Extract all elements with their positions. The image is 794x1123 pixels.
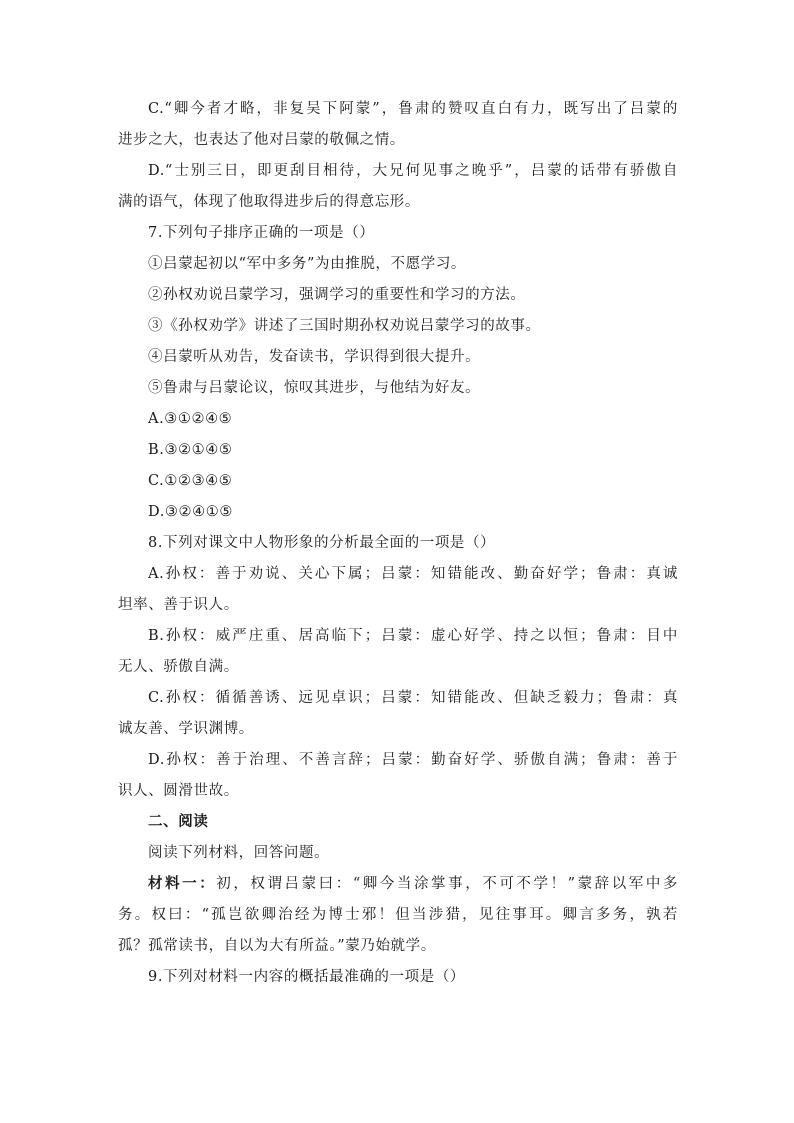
q7-item-2: ②孙权劝说吕蒙学习，强调学习的重要性和学习的方法。 [148, 287, 526, 303]
q7-option-c: C.①②③④⑤ [148, 473, 233, 489]
q8-option-a-line2: 坦率、善于识人。 [118, 597, 239, 613]
q7-option-a: A.③①②④⑤ [148, 411, 233, 427]
q6-option-d-line2: 满的语气，体现了他取得进步后的得意忘形。 [118, 194, 420, 210]
q6-option-c-line2: 进步之大，也表达了他对吕蒙的敬佩之情。 [118, 132, 405, 148]
q8-option-d-line1: D.孙权：善于治理、不善言辞；吕蒙：勤奋好学、骄傲自满；鲁肃：善于 [148, 752, 678, 768]
material1-line2: 务。权曰：“孤岂欲卿治经为博士邪！但当涉猎，见往事耳。卿言多务，孰若 [118, 907, 678, 923]
q9-stem: 9.下列对材料一内容的概括最准确的一项是（） [148, 969, 466, 985]
material1-line1-text: 初，权谓吕蒙曰：“卿今当涂掌事，不可不学！”蒙辞以军中多 [216, 876, 678, 892]
q7-item-3: ③《孙权劝学》讲述了三国时期孙权劝说吕蒙学习的故事。 [148, 318, 541, 334]
q7-option-b: B.③②①④⑤ [148, 442, 233, 458]
q8-option-c-line1: C.孙权：循循善诱、远见卓识；吕蒙：知错能改、但缺乏毅力；鲁肃：真 [148, 690, 678, 706]
material1-label: 材料一： [148, 876, 217, 892]
q7-item-5: ⑤鲁肃与吕蒙论议，惊叹其进步，与他结为好友。 [148, 380, 481, 396]
material1-line3: 孤？孤常读书，自以为大有所益。”蒙乃始就学。 [118, 938, 436, 954]
q7-item-1: ①吕蒙起初以“军中多务”为由推脱，不愿学习。 [148, 256, 467, 272]
page-content [118, 94, 678, 993]
q8-option-b-line1: B.孙权：威严庄重、居高临下；吕蒙：虚心好学、持之以恒；鲁肃：目中 [148, 628, 678, 644]
q8-option-d-line2: 识人、圆滑世故。 [118, 783, 239, 799]
q7-stem: 7.下列句子排序正确的一项是（） [148, 225, 375, 241]
q8-option-b-line2: 无人、骄傲自满。 [118, 659, 239, 675]
material1-line1 [118, 869, 678, 900]
q6-option-c-line1: C.“卿今者才略，非复吴下阿蒙”，鲁肃的赞叹直白有力，既写出了吕蒙的 [148, 101, 678, 117]
q8-option-c-line2: 诚友善、学识渊博。 [118, 721, 254, 737]
section-heading-reading: 二、阅读 [148, 814, 209, 830]
q6-option-d-line1: D.“士别三日，即更刮目相待，大兄何见事之晚乎”，吕蒙的话带有骄傲自 [148, 163, 678, 179]
q8-option-a-line1: A.孙权：善于劝说、关心下属；吕蒙：知错能改、勤奋好学；鲁肃：真诚 [148, 566, 678, 582]
q7-item-4: ④吕蒙听从劝告，发奋读书，学识得到很大提升。 [148, 349, 481, 365]
q8-stem: 8.下列对课文中人物形象的分析最全面的一项是（） [148, 535, 496, 551]
q7-option-d: D.③②④①⑤ [148, 504, 233, 520]
reading-intro: 阅读下列材料，回答问题。 [148, 845, 330, 861]
